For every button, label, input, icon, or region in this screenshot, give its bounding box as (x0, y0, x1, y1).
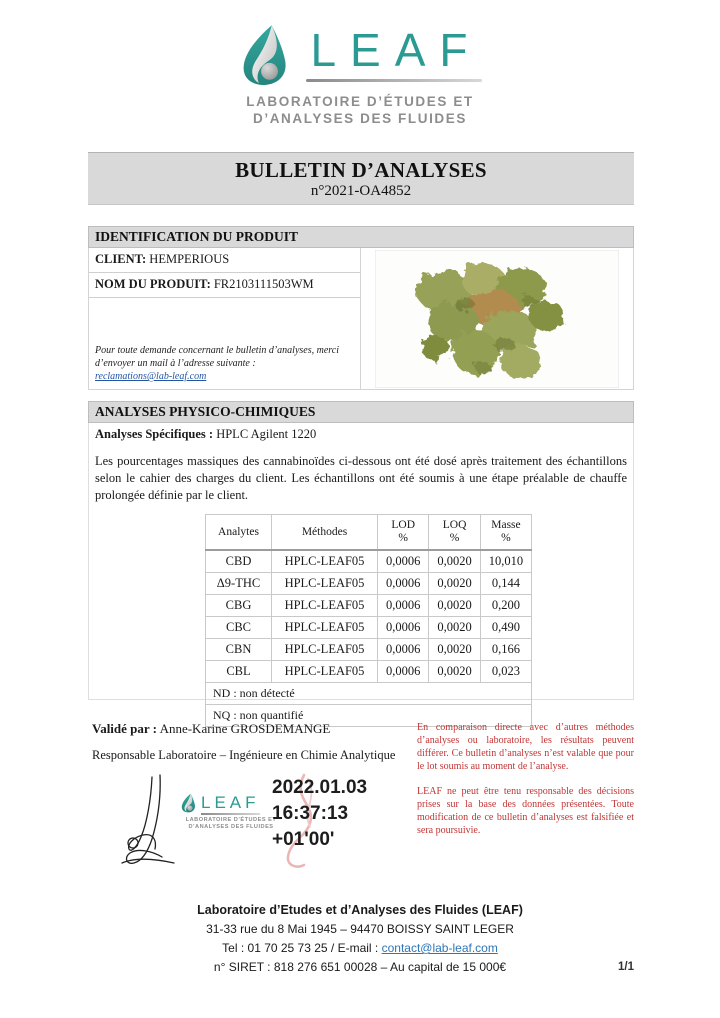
digital-signature-timestamp (272, 775, 367, 853)
cell-loq: 0,0020 (429, 617, 480, 639)
cell-method: HPLC-LEAF05 (272, 661, 378, 683)
disclaimer-paragraph-1: En comparaison directe avec d’autres méthodes d’analyses ou laboratoire, les résultats peuvent différer. Ce bulletin d’analyses n’est valable que pour le lot soumis au moment de l’analyse. (417, 722, 634, 772)
logo-tagline-line2: D’ANALYSES DES FLUIDES (253, 111, 467, 126)
cell-mass: 0,023 (480, 661, 531, 683)
table-row (206, 639, 532, 661)
cell-loq: 0,0020 (429, 661, 480, 683)
cell-lod: 0,0006 (378, 661, 429, 683)
logo-underline (306, 79, 481, 82)
signature-zone (92, 771, 414, 869)
hemp-buds-photo (375, 250, 619, 388)
cell-mass: 0,490 (480, 617, 531, 639)
document-footer (0, 901, 720, 977)
leaf-logo (0, 24, 720, 127)
validated-by-label: Validé par : (92, 721, 158, 736)
logo-wordmark: LEAF (310, 24, 482, 76)
document-title-bar (88, 152, 634, 205)
table-row (206, 617, 532, 639)
cell-mass: 0,144 (480, 573, 531, 595)
timestamp-time: 16:37:13 (272, 803, 349, 824)
cell-method: HPLC-LEAF05 (272, 550, 378, 573)
cell-mass: 0,166 (480, 639, 531, 661)
header-analytes: Analytes (206, 515, 272, 551)
cell-analyte: Δ9-THC (206, 573, 272, 595)
cell-analyte: CBL (206, 661, 272, 683)
cell-mass: 10,010 (480, 550, 531, 573)
product-name-value: FR2103111503WM (213, 277, 314, 291)
document-number: n°2021-OA4852 (310, 183, 412, 199)
validator-role: Responsable Laboratoire – Ingénieure en Chimie Analytique (92, 748, 396, 762)
reclamations-email-link[interactable]: reclamations@lab-leaf.com (95, 371, 207, 382)
product-name-row (89, 273, 360, 298)
handwritten-signature-icon (118, 773, 180, 867)
cell-loq: 0,0020 (429, 550, 480, 573)
nq-note: NQ : non quantifié (206, 705, 532, 727)
specific-analyses-line (89, 423, 633, 442)
client-row (89, 248, 360, 273)
stamp-tagline: LABORATOIRE D’ÉTUDES ET D’ANALYSES DES FLUIDES (185, 816, 277, 830)
leaf-stamp-icon (180, 793, 197, 813)
stamp-underline (201, 813, 260, 815)
stamp-wordmark: LEAF (201, 793, 260, 812)
header-methods: Méthodes (272, 515, 378, 551)
analyses-description: Les pourcentages massiques des cannabinoïdes ci-dessous ont été dosé après traitement des échantillons selon le cahier des charges du client. Les échantillons ont été soumis à une étape préalable de chauffe prolongée définie par le client. (95, 454, 627, 502)
footer-address: 31-33 rue du 8 Mai 1945 – 94470 BOISSY SAINT LEGER (206, 922, 514, 936)
logo-tagline-line1: LABORATOIRE D’ÉTUDES ET (246, 94, 474, 109)
footer-contact-line (0, 939, 720, 958)
cell-loq: 0,0020 (429, 639, 480, 661)
disclaimer-text (417, 721, 634, 869)
header-loq: LOQ % (429, 515, 480, 551)
cell-method: HPLC-LEAF05 (272, 617, 378, 639)
cell-analyte: CBC (206, 617, 272, 639)
document-title: BULLETIN D’ANALYSES (235, 158, 487, 182)
specific-analyses-value: HPLC Agilent 1220 (216, 427, 317, 441)
table-header-row (206, 515, 532, 551)
cell-method: HPLC-LEAF05 (272, 595, 378, 617)
cell-analyte: CBG (206, 595, 272, 617)
client-value: HEMPERIOUS (149, 252, 230, 266)
table-row (206, 595, 532, 617)
page-number: 1/1 (618, 961, 634, 973)
disclaimer-paragraph-2: LEAF ne peut être tenu responsable des décisions prises sur la base des données présentées. Toute modification de ce bulletin d’analyses est falsifiée et sera poursuivie. (417, 786, 634, 836)
table-row (206, 573, 532, 595)
header-lod: LOD % (378, 515, 429, 551)
cell-loq: 0,0020 (429, 573, 480, 595)
product-name-label: NOM DU PRODUIT: (95, 277, 211, 291)
table-row (206, 550, 532, 573)
cell-mass: 0,200 (480, 595, 531, 617)
cell-lod: 0,0006 (378, 550, 429, 573)
leaf-logo-icon (238, 24, 292, 86)
table-row (206, 661, 532, 683)
validated-by-value: Anne-Karine GROSDEMANGE (159, 721, 331, 736)
cell-lod: 0,0006 (378, 573, 429, 595)
cell-lod: 0,0006 (378, 639, 429, 661)
cannabinoid-results-table (205, 514, 532, 727)
validated-by-line (92, 721, 414, 737)
footer-tel: Tel : 01 70 25 73 25 / E-mail : (222, 941, 382, 955)
logo-tagline (246, 93, 474, 127)
cell-method: HPLC-LEAF05 (272, 573, 378, 595)
footer-siret: n° SIRET : 818 276 651 00028 – Au capital de 15 000€ (213, 960, 507, 974)
validation-section (92, 721, 634, 869)
contact-email-link[interactable]: contact@lab-leaf.com (381, 941, 498, 955)
nd-note: ND : non détecté (206, 683, 532, 705)
table-note-row (206, 683, 532, 705)
cell-lod: 0,0006 (378, 595, 429, 617)
analyses-header: ANALYSES PHYSICO-CHIMIQUES (88, 401, 634, 423)
analyses-section (88, 401, 634, 722)
identification-section (88, 226, 634, 390)
identification-header: IDENTIFICATION DU PRODUIT (88, 226, 634, 248)
client-label: CLIENT: (95, 252, 147, 266)
cell-method: HPLC-LEAF05 (272, 639, 378, 661)
contact-note-text: Pour toute demande concernant le bulletin d’analyses, merci d’envoyer un mail à l’adresse suivante : (95, 345, 340, 369)
cell-lod: 0,0006 (378, 617, 429, 639)
footer-lab-name: Laboratoire d’Etudes et d’Analyses des Fluides (LEAF) (197, 903, 523, 917)
contact-note (89, 340, 360, 389)
cell-loq: 0,0020 (429, 595, 480, 617)
product-photo (361, 248, 633, 389)
timestamp-timezone: +01'00' (272, 829, 335, 850)
cell-analyte: CBN (206, 639, 272, 661)
timestamp-date: 2022.01.03 (272, 777, 368, 798)
specific-analyses-label: Analyses Spécifiques : (95, 427, 214, 441)
header-mass: Masse % (480, 515, 531, 551)
leaf-stamp-logo (180, 793, 282, 831)
cell-analyte: CBD (206, 550, 272, 573)
